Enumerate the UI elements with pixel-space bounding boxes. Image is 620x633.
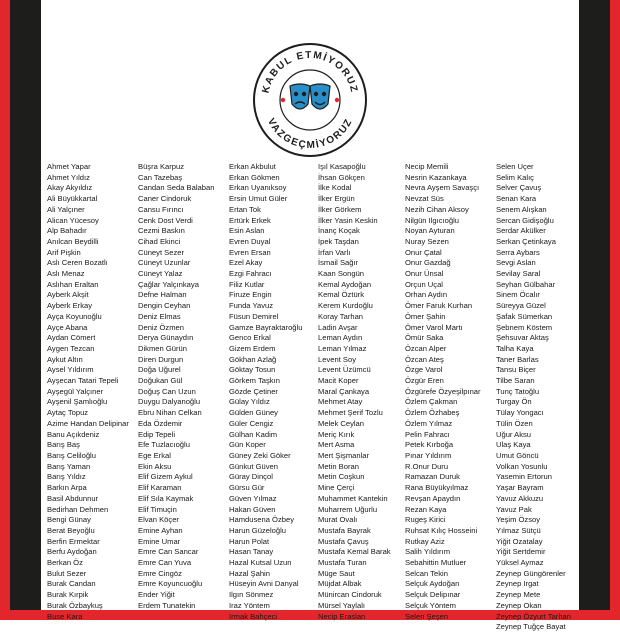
signatory-name: Ömer Faruk Kurhan	[405, 301, 473, 311]
signatory-name: Onur Çatal	[405, 247, 442, 257]
signatory-name: Ali Büyükkartal	[47, 194, 98, 204]
right-red-border	[610, 0, 620, 620]
signatory-name: Dikmen Gürün	[138, 343, 187, 353]
logo-bottom-text: VAZGEÇMİYORUZ	[265, 116, 355, 152]
signatory-name: İlke Kodal	[318, 183, 352, 193]
signatory-name: Genco Erkal	[229, 333, 271, 343]
signatory-name: Cenk Dost Verdi	[138, 215, 193, 225]
signatory-name: Metin Boran	[318, 461, 359, 471]
signatory-name: Gökhan Azlağ	[229, 354, 277, 364]
signatory-name: Ömer Varol Martı	[405, 322, 463, 332]
signatory-name: Bulut Sezer	[47, 568, 87, 578]
signatory-name: Güney Zeki Göker	[229, 450, 291, 460]
signatory-name: Doğa Uğurel	[138, 365, 181, 375]
signatory-name: Sevgi Aslan	[496, 258, 536, 268]
signatory-name: Sinem Öcalır	[496, 290, 540, 300]
signatory-name: Efe Tuzlacıoğlu	[138, 440, 190, 450]
signatory-name: Ezel Akay	[229, 258, 263, 268]
signatory-name: Firuze Engin	[229, 290, 272, 300]
signatory-name: Güler Cengiz	[229, 418, 274, 428]
signatory-name: Barış Baş	[47, 440, 80, 450]
signatory-name: Yılmaz Sütçü	[496, 525, 541, 535]
signatory-name: İlker Görkem	[318, 204, 362, 214]
signatory-name: Sevilay Saral	[496, 269, 541, 279]
signatory-name: Mert Şişmanlar	[318, 450, 370, 460]
signatory-name: Gülay Yıldız	[229, 397, 270, 407]
signatory-name: Orçun Uçal	[405, 279, 443, 289]
signatory-name: Ayberk Erkay	[47, 301, 93, 311]
signatory-name: Hamdusena Özbey	[229, 515, 295, 525]
signatory-name: Salih Yıldırım	[405, 547, 451, 557]
signatory-name: Necip Eraslan	[318, 611, 366, 621]
signatory-name: Özge Varol	[405, 365, 443, 375]
signatory-name: Gözde Çetiner	[229, 386, 278, 396]
signatory-name: Erkan Gökmen	[229, 172, 280, 182]
signatory-name: Azime Handan Delipinar	[47, 418, 129, 428]
signatory-name: Tansu Biçer	[496, 365, 536, 375]
signatory-name: Berfin Ermektar	[47, 536, 100, 546]
signatory-name: Gizem Erdem	[229, 343, 276, 353]
signatory-name: Berat Beyoğlu	[47, 525, 95, 535]
signatory-name: Hüseyin Avni Danyal	[229, 579, 299, 589]
signatory-name: Ertürk Erkek	[229, 215, 271, 225]
names-column-2	[138, 162, 214, 612]
signatory-name: Ayşenil Şamlıoğlu	[47, 397, 108, 407]
signatory-name: Necip Memili	[405, 162, 449, 171]
signatory-name: Mine Çerçi	[318, 483, 355, 493]
signatory-name: Ebru Nihan Celkan	[138, 408, 202, 418]
signatory-name: Macit Koper	[318, 376, 359, 386]
signatory-name: Ulaş Kaya	[496, 440, 531, 450]
signatory-name: Emine Umar	[138, 536, 181, 546]
signatory-name: Nevra Ayşem Savaşçı	[405, 183, 480, 193]
signatory-name: Barkın Arpa	[47, 483, 87, 493]
signatory-name: Turgay Ön	[496, 397, 532, 407]
signatory-name: Seyhan Gülbahar	[496, 279, 556, 289]
signatory-name: Mehmet Şerif Tozlu	[318, 408, 383, 418]
signatory-name: Elif Gizem Aykul	[138, 472, 193, 482]
signatory-name: Mustafa Çavuş	[318, 536, 369, 546]
signatory-name: Hazal Şahin	[229, 568, 270, 578]
signatory-name: Cansu Fırıncı	[138, 204, 184, 214]
signatory-name: Muharrem Uğurlu	[318, 504, 378, 514]
signatory-name: Zeynep Özyurt Tarhan	[496, 611, 571, 621]
signatory-name: Mustafa Bayrak	[318, 525, 371, 535]
signatory-name: Özcan Alper	[405, 343, 447, 353]
signatory-name: Nesrin Kazankaya	[405, 172, 467, 182]
signatory-name: Yüksel Aymaz	[496, 558, 544, 568]
signatory-name: Senem Alışkan	[496, 204, 547, 214]
signatory-name: Yaşar Bayram	[496, 483, 544, 493]
signatories-list	[47, 162, 587, 632]
signatory-name: Ahmet Yıldız	[47, 172, 90, 182]
signatory-name: Selçuk Delipınar	[405, 590, 461, 600]
signatory-name: Berfu Aydoğan	[47, 547, 97, 557]
signatory-name: İlker Ergün	[318, 194, 355, 204]
signatory-name: Candan Seda Balaban	[138, 183, 215, 193]
signatory-name: Aykut Altın	[47, 354, 83, 364]
signatory-name: Şebnem Köstem	[496, 322, 553, 332]
signatory-name: Sebahittin Mutluer	[405, 558, 467, 568]
signatory-name: Işıl Kasapoğlu	[318, 162, 366, 171]
signatory-name: Görkem Taşkın	[229, 376, 280, 386]
signatory-name: Özcan Ateş	[405, 354, 444, 364]
signatory-name: Nilgün Ilgıcıoğlu	[405, 215, 460, 225]
signatory-name: Defne Halman	[138, 290, 187, 300]
names-column-3	[229, 162, 302, 622]
signatory-name: Edip Tepeli	[138, 429, 176, 439]
signatory-name: Tülin Özen	[496, 418, 533, 428]
signatory-name: Burak Özbaykuş	[47, 600, 103, 610]
signatory-name: Gülhan Kadim	[229, 429, 278, 439]
signatory-name: Rana Büyükyılmaz	[405, 483, 469, 493]
signatory-name: Selver Çavuş	[496, 183, 542, 193]
signatory-name: Gün Koper	[229, 440, 266, 450]
signatory-name: Zeynep Güngörenler	[496, 568, 566, 578]
signatory-name: Barış Yıldız	[47, 472, 86, 482]
signatory-name: Füsun Demirel	[229, 311, 279, 321]
signatory-name: Duygu Dalyanoğlu	[138, 397, 201, 407]
signatory-name: Doğukan Gül	[138, 376, 183, 386]
signatory-name: Müge Saut	[318, 568, 355, 578]
signatory-name: Meriç Kırık	[318, 429, 355, 439]
signatory-name: Emre Can Sancar	[138, 547, 199, 557]
signatory-name: Burak Candan	[47, 579, 96, 589]
signatory-name: Ayça Koyunoğlu	[47, 311, 102, 321]
signatory-name: Mehmet Atay	[318, 397, 363, 407]
signatory-name: Erdem Tunatekin	[138, 600, 196, 610]
signatory-name: Cüneyt Yalaz	[138, 269, 183, 279]
left-red-border	[0, 0, 10, 620]
signatory-name: Zeynep Irgat	[496, 579, 539, 589]
signatory-name: Selim Kalıç	[496, 172, 534, 182]
signatory-name: Ekin Aksu	[138, 461, 172, 471]
signatory-name: Iraz Yöntem	[229, 600, 270, 610]
signatory-name: Ömer Şahin	[405, 311, 446, 321]
signatory-name: Cüneyt Sezer	[138, 247, 185, 257]
signatory-name: Pelin Fahracı	[405, 429, 450, 439]
signatory-name: Selen Uçer	[496, 162, 534, 171]
signatory-name: Leman Aydın	[318, 333, 363, 343]
signatory-name: Yavuz Akkuzu	[496, 493, 544, 503]
signatory-name: Ladin Avşar	[318, 322, 358, 332]
signatory-name: Özgür Eren	[405, 376, 444, 386]
signatory-name: Mürsel Yaylalı	[318, 600, 365, 610]
signatory-name: Sercan Gidişoğlu	[496, 215, 554, 225]
signatory-name: Bedirhan Dehmen	[47, 504, 109, 514]
names-column-1	[47, 162, 129, 622]
signatory-name: Ersin Umut Güler	[229, 194, 288, 204]
signatory-name: Yeşim Özsoy	[496, 515, 541, 525]
signatory-name: Mustafa Turan	[318, 558, 367, 568]
signatory-name: Mert Asma	[318, 440, 355, 450]
signatory-name: Maral Çankaya	[318, 386, 370, 396]
signatory-name: Kemal Aydoğan	[318, 279, 372, 289]
signatory-name: Müjdat Albak	[318, 579, 362, 589]
signatory-name: Erkan Akbulut	[229, 162, 276, 171]
signatory-name: Ayşecan Tatari Tepeli	[47, 376, 119, 386]
signatory-name: Noyan Ayturan	[405, 226, 455, 236]
signatory-name: Umut Göncü	[496, 450, 539, 460]
signatory-name: Emre Koyuncuoğlu	[138, 579, 203, 589]
signatory-name: Aslı Menaz	[47, 269, 85, 279]
signatory-name: Ayçe Abana	[47, 322, 88, 332]
signatory-name: Kaan Songün	[318, 269, 365, 279]
signatory-name: Ege Erkal	[138, 450, 171, 460]
signatory-name: Deniz Özmen	[138, 322, 185, 332]
signatory-name: Aslıhan Eraltan	[47, 279, 99, 289]
signatory-name: İhsan Gökçen	[318, 172, 365, 182]
signatory-name: Barış Celiloğlu	[47, 450, 96, 460]
signatory-name: Elif Sıla Kaymak	[138, 493, 194, 503]
signatory-name: Serkan Çetinkaya	[496, 236, 556, 246]
signatory-name: Petek Kırboğa	[405, 440, 454, 450]
signatory-name: Deniz Elmas	[138, 311, 181, 321]
signatory-name: Nuray Sezen	[405, 236, 449, 246]
signatory-name: Tilbe Saran	[496, 376, 535, 386]
signatory-name: Volkan Yosunlu	[496, 461, 548, 471]
signatory-name: Gülden Güney	[229, 408, 278, 418]
signatory-name: Murat Ovalı	[318, 515, 358, 525]
signatory-name: Diren Durgun	[138, 354, 184, 364]
signatory-name: Güven Yılmaz	[229, 493, 277, 503]
signatory-name: Esin Aslan	[229, 226, 265, 236]
signatory-name: R.Onur Duru	[405, 461, 449, 471]
signatory-name: Levent Soy	[318, 354, 356, 364]
signatory-name: Cezmi Baskın	[138, 226, 185, 236]
signatory-name: Muhammet Kantekin	[318, 493, 388, 503]
signatory-name: Yiğit Sertdemir	[496, 547, 546, 557]
signatory-name: Eda Özdemir	[138, 418, 183, 428]
signatory-name: Özlem Yılmaz	[405, 418, 453, 428]
signatory-name: Ertan Tok	[229, 204, 261, 214]
signatory-name: Çağlar Yalçınkaya	[138, 279, 199, 289]
left-black-border	[10, 0, 41, 620]
signatory-name: Rutkay Aziz	[405, 536, 445, 546]
signatory-name: Serra Aybars	[496, 247, 540, 257]
signatory-name: Senan Kara	[496, 194, 537, 204]
signatory-name: Orhan Aydın	[405, 290, 448, 300]
signatory-name: Metin Coşkun	[318, 472, 365, 482]
signatory-name: Yasemin Ertorun	[496, 472, 552, 482]
signatory-name: Burak Kırpik	[47, 590, 89, 600]
signatory-name: İpek Taşdan	[318, 236, 359, 246]
signatory-name: Selcan Tekin	[405, 568, 448, 578]
signatory-name: Elvan Köçer	[138, 515, 179, 525]
signatory-name: Kerem Kurdoğlu	[318, 301, 373, 311]
signatory-name: Alp Bahadır	[47, 226, 87, 236]
signatory-name: Ilgın Sönmez	[229, 590, 274, 600]
names-column-4	[318, 162, 391, 622]
signatory-name: İrfan Varlı	[318, 247, 351, 257]
signatory-name: Hasan Tanay	[229, 547, 274, 557]
signatory-name: Filiz Kutlar	[229, 279, 265, 289]
signatory-name: Göktay Tosun	[229, 365, 276, 375]
signatory-name: İnanç Koçak	[318, 226, 360, 236]
signatory-name: Berkan Öz	[47, 558, 83, 568]
signatory-name: Aydan Cömert	[47, 333, 96, 343]
signatory-name: Selen Şeşen	[405, 611, 449, 621]
signatory-name: Şehsuvar Aktaş	[496, 333, 549, 343]
campaign-logo	[250, 40, 370, 160]
signatory-name: Ahmet Yapar	[47, 162, 91, 171]
signatory-name: Aysel Yıldırım	[47, 365, 94, 375]
signatory-name: Münircan Cindoruk	[318, 590, 382, 600]
signatory-name: Anılcan Beydilli	[47, 236, 99, 246]
signatory-name: Koray Tarhan	[318, 311, 364, 321]
signatory-name: Aytaç Topuz	[47, 408, 89, 418]
logo-top-text: KABUL ETMİYORUZ	[260, 49, 360, 95]
signatory-name: Ruhsat Kılıç Hosseini	[405, 525, 478, 535]
signatory-name: Harun Polat	[229, 536, 270, 546]
signatory-name: Banu Açıkdeniz	[47, 429, 100, 439]
signatory-name: Dengin Ceyhan	[138, 301, 191, 311]
signatory-name: Ömür Saka	[405, 333, 444, 343]
signatory-name: Ezgi Fahracı	[229, 269, 272, 279]
signatory-name: Uğur Aksu	[496, 429, 532, 439]
signatory-name: Güray Dinçol	[229, 472, 273, 482]
signatory-name: Aslı Ceren Bozatlı	[47, 258, 108, 268]
signatory-name: Bengi Günay	[47, 515, 91, 525]
signatory-name: Caner Cindoruk	[138, 194, 192, 204]
signatory-name: Kemal Öztürk	[318, 290, 364, 300]
signatory-name: Serdar Akülker	[496, 226, 546, 236]
names-column-6	[496, 162, 571, 633]
signatory-name: Emre Can Yuva	[138, 558, 192, 568]
signatory-name: Irmak Bahçeci	[229, 611, 278, 621]
signatory-name: Leman Yılmaz	[318, 343, 367, 353]
signatory-name: Buse Kara	[47, 611, 83, 621]
signatory-name: Nevzat Süs	[405, 194, 444, 204]
signatory-name: Talha Kaya	[496, 343, 534, 353]
signatory-name: Zeynep Mete	[496, 590, 541, 600]
signatory-name: Doğuş Can Uzun	[138, 386, 196, 396]
signatory-name: Levent Üzümcü	[318, 365, 371, 375]
signatory-name: Cihad Ekinci	[138, 236, 181, 246]
signatory-name: Pınar Yıldırım	[405, 450, 452, 460]
signatory-name: Emre Cingöz	[138, 568, 182, 578]
signatory-name: Evren Duyal	[229, 236, 271, 246]
signatory-name: Rezan Kaya	[405, 504, 447, 514]
signatory-name: Özgürefe Özyeşilpınar	[405, 386, 481, 396]
signatory-name: Yiğit Ozatalay	[496, 536, 543, 546]
signatory-name: Akay Akyıldız	[47, 183, 93, 193]
signatory-name: İsmail Sağır	[318, 258, 359, 268]
signatory-name: Yavuz Pak	[496, 504, 532, 514]
signatory-name: Tülay Yongacı	[496, 408, 544, 418]
signatory-name: Onur Gazdağ	[405, 258, 451, 268]
signatory-name: Harun Güzeloğlu	[229, 525, 286, 535]
signatory-name: Cüneyt Uzunlar	[138, 258, 191, 268]
logo-dot-right	[335, 98, 339, 102]
signatory-name: Aygen Tezcan	[47, 343, 95, 353]
signatory-name: Hakan Güven	[229, 504, 276, 514]
signatory-name: Taner Barlas	[496, 354, 539, 364]
signatory-name: Selçuk Yöntem	[405, 600, 456, 610]
names-column-5	[405, 162, 481, 622]
signatory-name: Onur Ünsal	[405, 269, 444, 279]
signatory-name: Gürsu Gür	[229, 483, 265, 493]
signatory-name: Elif Karaman	[138, 483, 182, 493]
signatory-name: Özlem Çakman	[405, 397, 458, 407]
signatory-name: Nezih Cihan Aksoy	[405, 204, 469, 214]
signatory-name: İlker Yasin Keskin	[318, 215, 378, 225]
signatory-name: Selçuk Aydoğan	[405, 579, 460, 589]
signatory-name: Büşra Karpuz	[138, 162, 185, 171]
signatory-name: Alican Yücesoy	[47, 215, 99, 225]
signatory-name: Elif Timuçin	[138, 504, 177, 514]
signatory-name: Şafak Sümerkan	[496, 311, 553, 321]
signatory-name: Özlem Özhabeş	[405, 408, 460, 418]
signatory-name: Derya Günaydın	[138, 333, 194, 343]
signatory-name: Hazal Kutsal Uzun	[229, 558, 292, 568]
signatory-name: Can Tazebaş	[138, 172, 183, 182]
signatory-name: Ender Yiğit	[138, 590, 175, 600]
signatory-name: Evren Ersan	[229, 247, 271, 257]
signatory-name: Melek Ceylan	[318, 418, 365, 428]
signatory-name: Basil Abdunnur	[47, 493, 99, 503]
signatory-name: Ali Yalçıner	[47, 204, 85, 214]
signatory-name: Zeynep Okan	[496, 600, 542, 610]
logo-dot-left	[281, 98, 285, 102]
signatory-name: Zeynep Tuğçe Bayat	[496, 622, 566, 632]
signatory-name: Ramazan Duruk	[405, 472, 460, 482]
signatory-name: Ayberk Akşit	[47, 290, 89, 300]
signatory-name: Emine Ayhan	[138, 525, 183, 535]
signatory-name: Barış Yaman	[47, 461, 91, 471]
signatory-name: Ayşegül Yalçıner	[47, 386, 104, 396]
signatory-name: Erkan Uyanıksoy	[229, 183, 287, 193]
signatory-name: Arif Pişkin	[47, 247, 81, 257]
signatory-name: Revşan Apaydın	[405, 493, 461, 503]
signatory-name: Süreyya Güzel	[496, 301, 546, 311]
signatory-name: Mustafa Kemal Barak	[318, 547, 391, 557]
signatory-name: Günkut Güven	[229, 461, 278, 471]
signatory-name: Gamze Bayraktaroğlu	[229, 322, 303, 332]
signatory-name: Tunç Tatoğlu	[496, 386, 540, 396]
signatory-name: Funda Yavuz	[229, 301, 274, 311]
signatory-name: Rugeş Kirici	[405, 515, 446, 525]
